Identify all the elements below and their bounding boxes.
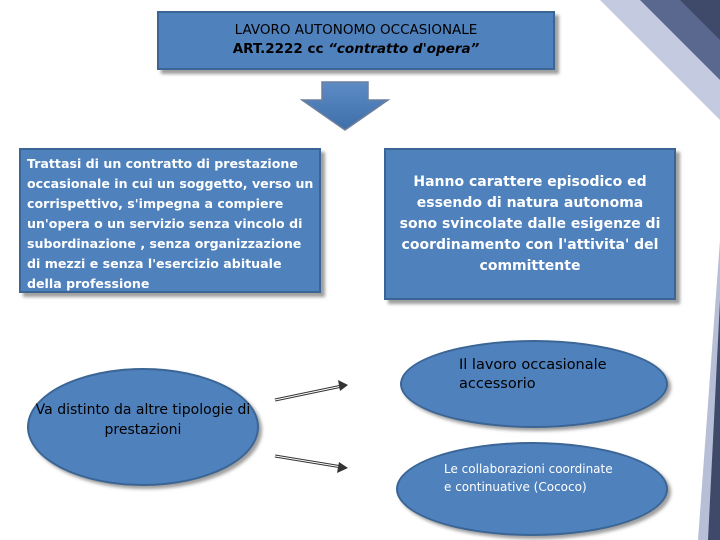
distinction-text: Va distinto da altre tipologie di prestazioni	[35, 402, 251, 438]
accessory-work-text: Il lavoro occasionale accessorio	[459, 357, 607, 392]
arrow-to-cococo	[275, 456, 348, 473]
characteristics-text: Hanno carattere episodico ed essendo di natura autonoma sono svincolate dalle esigenze di coordinamento con l'attivita' del committente	[399, 174, 661, 274]
title-line2-italic: “contratto d'opera”	[328, 41, 480, 57]
cococo-text: Le collaborazioni coordinate e continuative (Cococo)	[444, 462, 613, 494]
arrow-to-accessory	[275, 380, 348, 400]
title-line2-prefix: ART.2222 cc	[232, 41, 329, 57]
definition-text: Trattasi di un contratto di prestazione occasionale in cui un soggetto, verso un corrispettivo, s'impegna a compiere un'opera o un servizio senza vincolo di subordinazione , senza organizzazione di mezzi e senza l'esercizio abituale della professione	[27, 156, 314, 291]
title-line1: LAVORO AUTONOMO OCCASIONALE	[234, 22, 478, 38]
